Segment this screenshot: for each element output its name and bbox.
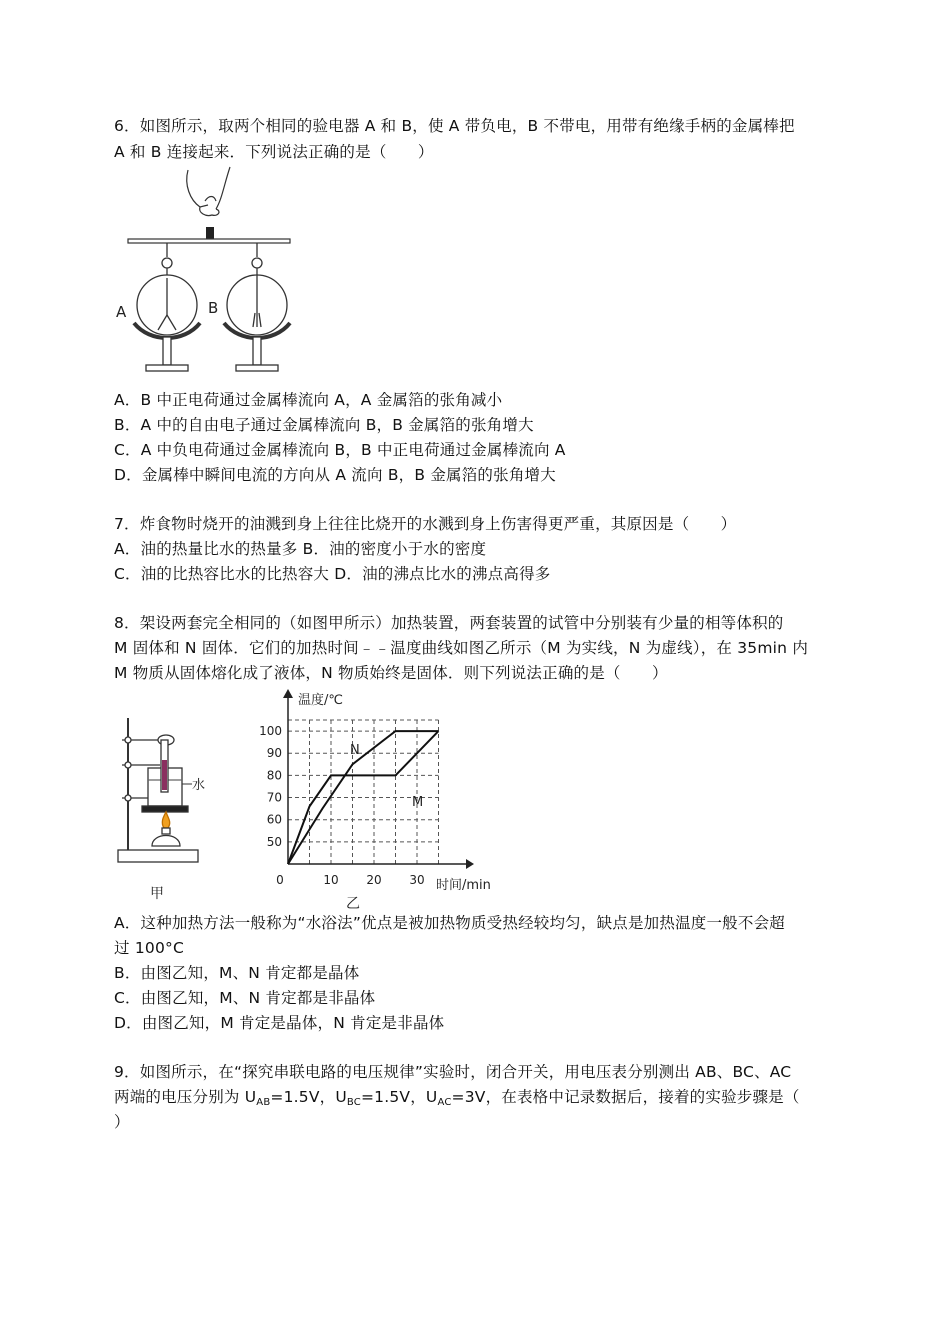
q9-stem-line2 xyxy=(114,1087,800,1113)
y-tick-label: 50 xyxy=(266,834,282,849)
flame xyxy=(162,812,169,828)
q8-option-a-line2: 过 100°C xyxy=(114,939,184,957)
q9-text-d: =3V，在表格中记录数据后，接着的实验步骤是（ xyxy=(451,1088,800,1106)
x-tick-label: 0 xyxy=(276,873,284,887)
q6-option-d: D．金属棒中瞬间电流的方向从 A 流向 B，B 金属箔的张角增大 xyxy=(114,466,556,484)
insulated-handle xyxy=(206,227,214,239)
q6-option-a: A．B 中正电荷通过金属棒流向 A，A 金属箔的张角减小 xyxy=(114,391,503,409)
wire-gauze xyxy=(142,806,188,812)
q9-sub-ac: AC xyxy=(437,1097,452,1108)
q9-text-c: =1.5V，U xyxy=(360,1088,438,1106)
y-tick-label: 100 xyxy=(259,724,282,739)
caption-jia: 甲 xyxy=(150,886,164,902)
q6-option-c: C．A 中负电荷通过金属棒流向 B，B 中正电荷通过金属棒流向 A xyxy=(114,441,566,459)
chart-grid xyxy=(288,720,439,864)
q6-stem-line1: 6．如图所示，取两个相同的验电器 A 和 B，使 A 带负电，B 不带电，用带有绝缘手柄的金属棒把 xyxy=(114,117,795,135)
q8-option-b: B．由图乙知，M、N 肯定都是晶体 xyxy=(114,964,360,982)
q6-option-b: B．A 中的自由电子通过金属棒流向 B，B 金属箔的张角增大 xyxy=(114,416,534,434)
y-tick-label: 90 xyxy=(266,746,282,761)
y-tick-label: 60 xyxy=(266,812,282,827)
hand-drawing xyxy=(187,167,230,216)
label-b: B xyxy=(208,299,219,317)
electroscope-b xyxy=(224,243,290,371)
q7-stem: 7．炸食物时烧开的油溅到身上往往比烧开的水溅到身上伤害得更严重，其原因是（ ） xyxy=(114,515,737,533)
electroscope-a xyxy=(134,243,200,371)
x-tick-label: 20 xyxy=(366,873,382,887)
alcohol-lamp xyxy=(152,836,180,847)
caption-yi: 乙 xyxy=(346,896,360,912)
label-a: A xyxy=(116,303,127,321)
metal-rod xyxy=(128,239,290,243)
q9-text-a: 两端的电压分别为 U xyxy=(114,1088,257,1106)
q9-stem-line3: ） xyxy=(114,1113,130,1131)
q8-stem-line2: M 固体和 N 固体．它们的加热时间﹣﹣温度曲线如图乙所示（M 为实线，N 为虚线），在 35min 内 xyxy=(114,639,809,657)
q7-option-ab: A．油的热量比水的热量多 B．油的密度小于水的密度 xyxy=(114,540,487,558)
q7-option-cd: C．油的比热容比水的比热容大 D．油的沸点比水的沸点高得多 xyxy=(114,565,551,583)
q9-sub-bc: BC xyxy=(346,1097,361,1108)
q9-stem-line1: 9．如图所示，在“探究串联电路的电压规律”实验时，闭合开关，用电压表分别测出 AB、BC、AC xyxy=(114,1063,792,1081)
electroscope-figure xyxy=(110,165,300,380)
x-tick-label: 10 xyxy=(323,873,339,887)
q8-option-a-line1: A．这种加热方法一般称为“水浴法”优点是被加热物质受热经较均匀，缺点是加热温度一般不会超 xyxy=(114,914,785,932)
q9-sub-ab: AB xyxy=(256,1097,271,1108)
label-m: M xyxy=(412,795,424,810)
y-axis-label: 温度/℃ xyxy=(298,693,343,708)
y-tick-label: 70 xyxy=(266,790,282,805)
q6-stem-line2: A 和 B 连接起来．下列说法正确的是（ ） xyxy=(114,143,434,161)
label-n: N xyxy=(350,743,360,758)
x-axis-arrow xyxy=(466,859,474,869)
q8-stem-line3: M 物质从固体熔化成了液体，N 物质始终是固体．则下列说法正确的是（ ） xyxy=(114,664,668,682)
q8-stem-line1: 8．架设两套完全相同的（如图甲所示）加热装置，两套装置的试管中分别装有少量的相等体积的 xyxy=(114,614,784,632)
x-tick-label: 30 xyxy=(409,873,425,887)
water-label: 水 xyxy=(192,778,206,793)
stand-base xyxy=(118,850,198,862)
temperature-time-chart xyxy=(258,686,508,912)
heating-apparatus-figure xyxy=(112,710,212,905)
y-axis-arrow xyxy=(283,689,293,698)
q8-option-c: C．由图乙知，M、N 肯定都是非晶体 xyxy=(114,989,376,1007)
q9-text-b: =1.5V，U xyxy=(270,1088,347,1106)
y-tick-label: 80 xyxy=(266,768,282,783)
x-axis-label: 时间/min xyxy=(436,878,491,893)
q8-option-d: D．由图乙知，M 肯定是晶体，N 肯定是非晶体 xyxy=(114,1014,445,1032)
